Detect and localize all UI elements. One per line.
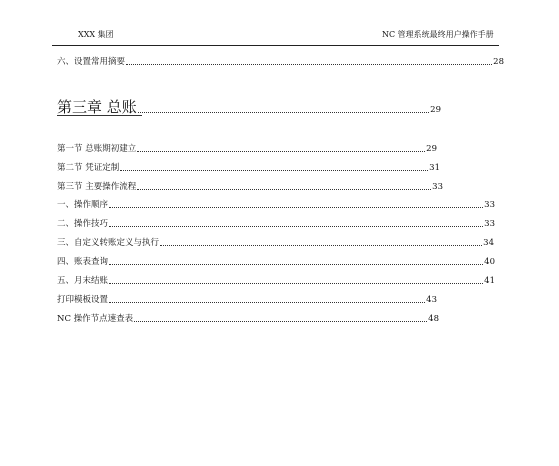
toc-entry[interactable]: [57, 295, 437, 306]
toc-leader-dots: [138, 112, 429, 113]
header-left-title: XXX 集团: [78, 30, 114, 39]
toc-leader-dots: [134, 321, 427, 322]
toc-entry-page: 41: [484, 276, 495, 286]
toc-entry-page: 29: [426, 144, 437, 154]
toc-entry-label: 第一节 总账期初建立: [57, 144, 137, 154]
toc-entry-page: 33: [484, 200, 495, 210]
toc-entry-label: 打印模板设置: [57, 295, 109, 305]
toc-leader-dots: [120, 170, 428, 171]
toc-leader-dots: [109, 207, 483, 208]
toc-leader-dots: [109, 302, 425, 303]
toc-entry-label: 三、自定义转账定义与执行: [57, 238, 160, 248]
toc-entry-label: 第二节 凭证定制: [57, 163, 120, 173]
toc-leader-dots: [109, 283, 483, 284]
header-rule: [52, 45, 499, 46]
toc-entry[interactable]: [57, 182, 443, 193]
toc-entry-label: 六、设置常用摘要: [57, 57, 126, 67]
toc-leader-dots: [137, 151, 425, 152]
chapter-page: 29: [430, 105, 441, 115]
toc-entry[interactable]: [57, 257, 495, 268]
toc-entry-label: 一、操作顺序: [57, 200, 109, 210]
toc-leader-dots: [109, 264, 483, 265]
toc-entry[interactable]: [57, 276, 495, 287]
chapter-title: 第三章 总账: [57, 98, 137, 116]
chapter-underline: [57, 115, 142, 116]
toc-leader-dots: [126, 64, 492, 65]
toc-leader-dots: [160, 245, 482, 246]
toc-entry-page: 43: [426, 295, 437, 305]
toc-entry-label: 四、账表查询: [57, 257, 109, 267]
toc-entry-page: 33: [484, 219, 495, 229]
toc-entry-label: 第三节 主要操作流程: [57, 182, 137, 192]
toc-entry-pre[interactable]: [57, 57, 504, 68]
toc-entry[interactable]: [57, 219, 495, 230]
toc-entry-page: 34: [483, 238, 494, 248]
toc-entry-page: 48: [428, 314, 439, 324]
toc-entry-label: NC 操作节点速查表: [57, 314, 134, 324]
toc-entry-page: 40: [484, 257, 495, 267]
toc-entry[interactable]: [57, 163, 440, 174]
toc-entry[interactable]: [57, 314, 439, 325]
header-right-title: NC 管理系统最终用户操作手册: [382, 30, 494, 39]
toc-entry-page: 33: [432, 182, 443, 192]
toc-chapter-entry[interactable]: [57, 98, 441, 116]
toc-entry-page: 28: [493, 57, 504, 67]
toc-entry[interactable]: [57, 200, 495, 211]
toc-leader-dots: [137, 189, 431, 190]
toc-entry[interactable]: [57, 144, 437, 155]
toc-entry[interactable]: [57, 238, 494, 249]
toc-entry-label: 二、操作技巧: [57, 219, 109, 229]
toc-leader-dots: [109, 226, 483, 227]
toc-entry-page: 31: [429, 163, 440, 173]
toc-entry-label: 五、月末结账: [57, 276, 109, 286]
